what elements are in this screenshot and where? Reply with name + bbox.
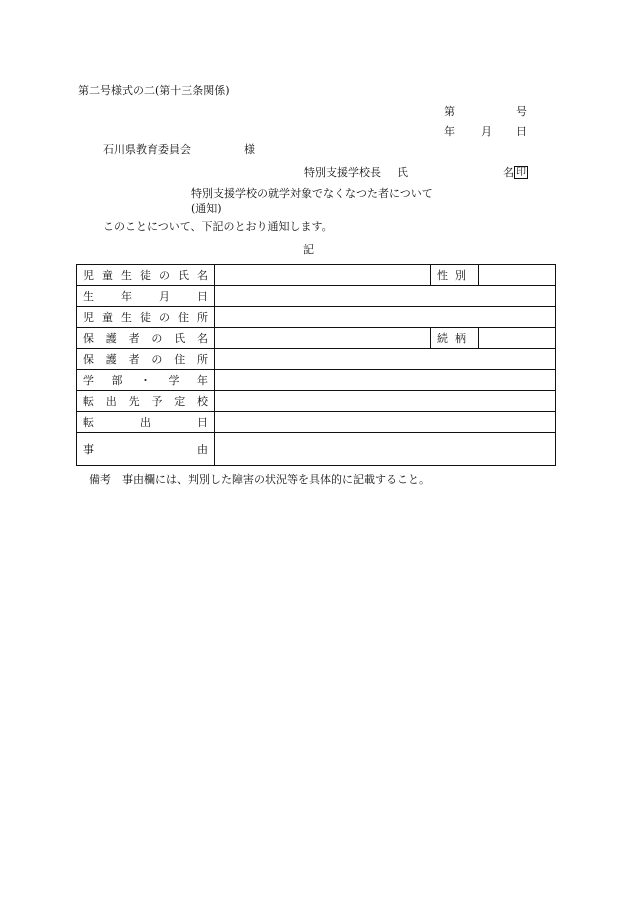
label-student-address xyxy=(77,307,215,328)
label-char: 別 xyxy=(455,269,466,282)
date-day: 日 xyxy=(516,125,527,138)
label-char: 学 xyxy=(83,374,94,387)
ki-heading: 記 xyxy=(303,243,314,256)
sender-name-char-2: 名 xyxy=(503,166,514,179)
number-prefix: 第 xyxy=(444,105,455,118)
label-char: 日 xyxy=(197,416,208,429)
row-4-label xyxy=(83,351,208,367)
label-char: 部 xyxy=(111,374,123,387)
label-char: の xyxy=(151,353,163,366)
seal-label: 印 xyxy=(516,167,526,178)
table-row xyxy=(77,433,556,466)
label-char: 所 xyxy=(197,311,208,324)
value-transfer-school[interactable] xyxy=(215,391,556,412)
label-char: 先 xyxy=(128,395,140,408)
label-char: 護 xyxy=(105,353,117,366)
sender-name-char-1: 氏 xyxy=(397,166,408,179)
label-student-name xyxy=(77,265,215,286)
label-char: 予 xyxy=(151,395,163,408)
subject-line-2: (通知) xyxy=(191,202,222,215)
label-char: 続 xyxy=(437,332,448,345)
label-char: 年 xyxy=(121,290,132,303)
value-transfer-date[interactable] xyxy=(215,412,556,433)
value-department-grade[interactable] xyxy=(215,370,556,391)
label-char: 転 xyxy=(83,416,94,429)
label-char: 柄 xyxy=(455,332,466,345)
label-char: 学 xyxy=(168,374,180,387)
label-char: 由 xyxy=(197,443,208,456)
row-3-label xyxy=(83,330,208,346)
label-char: 生 xyxy=(121,269,132,282)
label-char: 護 xyxy=(105,332,117,345)
date-year: 年 xyxy=(444,125,455,138)
form-title: 第二号様式の二(第十三条関係) xyxy=(78,84,230,97)
label-char: の xyxy=(159,269,170,282)
label-department-grade xyxy=(77,370,215,391)
value-birthdate[interactable] xyxy=(215,286,556,307)
label-char: 氏 xyxy=(174,332,186,345)
label-char: 出 xyxy=(140,416,151,429)
sender-title: 特別支援学校長 xyxy=(304,166,381,179)
student-info-table xyxy=(76,264,556,466)
table-row xyxy=(77,349,556,370)
label-char: の xyxy=(151,332,163,345)
table-row xyxy=(77,265,556,286)
subject-line-1: 特別支援学校の就学対象でなくなつた者について xyxy=(191,187,433,200)
row-6-label xyxy=(83,393,208,409)
label-char: 者 xyxy=(128,353,140,366)
addressee-name: 石川県教育委員会 xyxy=(103,143,191,156)
label-birthdate xyxy=(77,286,215,307)
label-char: 児 xyxy=(83,269,94,282)
label-char: 保 xyxy=(83,332,94,345)
value-sex[interactable] xyxy=(479,265,556,286)
seal-mark xyxy=(514,166,528,179)
table-row xyxy=(77,412,556,433)
label-reason xyxy=(77,433,215,466)
value-student-address[interactable] xyxy=(215,307,556,328)
label-transfer-date xyxy=(77,412,215,433)
note: 備考 事由欄には、判別した障害の状況等を具体的に記載すること。 xyxy=(89,473,430,486)
table-row xyxy=(77,328,556,349)
label-char: 生 xyxy=(121,311,132,324)
label-char: ・ xyxy=(140,374,151,387)
value-guardian-address[interactable] xyxy=(215,349,556,370)
value-guardian-name[interactable] xyxy=(215,328,431,349)
label-relationship xyxy=(431,328,479,349)
label-transfer-school xyxy=(77,391,215,412)
label-char: 所 xyxy=(196,353,208,366)
label-char: 童 xyxy=(102,269,113,282)
label-char: 徒 xyxy=(140,269,151,282)
table-row xyxy=(77,391,556,412)
label-char: 徒 xyxy=(140,311,151,324)
label-sex xyxy=(431,265,479,286)
row-5-label xyxy=(83,372,208,388)
label-char: 生 xyxy=(83,290,94,303)
value-student-name[interactable] xyxy=(215,265,431,286)
label-char: 児 xyxy=(83,311,94,324)
table-row xyxy=(77,307,556,328)
value-reason[interactable] xyxy=(215,433,556,466)
addressee-honorific: 様 xyxy=(244,143,255,156)
table-row xyxy=(77,370,556,391)
label-char: 定 xyxy=(174,395,186,408)
value-relationship[interactable] xyxy=(479,328,556,349)
label-char: 校 xyxy=(196,395,208,408)
label-char: 氏 xyxy=(178,269,189,282)
body-text: このことについて、下記のとおり通知します。 xyxy=(103,220,333,233)
label-char: 者 xyxy=(128,332,140,345)
label-char: 出 xyxy=(105,395,117,408)
table-row xyxy=(77,286,556,307)
label-char: 童 xyxy=(102,311,113,324)
label-char: 転 xyxy=(83,395,94,408)
row-8-label xyxy=(83,441,208,457)
row-2-label xyxy=(83,309,208,325)
label-char: 名 xyxy=(196,332,208,345)
label-char: 住 xyxy=(178,311,189,324)
number-suffix: 号 xyxy=(516,105,527,118)
row-7-label xyxy=(83,414,208,430)
label-char: 年 xyxy=(197,374,208,387)
row-0-label xyxy=(83,267,208,283)
label-guardian-name xyxy=(77,328,215,349)
date-month: 月 xyxy=(481,125,492,138)
label-char: 住 xyxy=(174,353,186,366)
row-1-label xyxy=(83,288,208,304)
label-char: の xyxy=(159,311,170,324)
label-char: 名 xyxy=(197,269,208,282)
label-guardian-address xyxy=(77,349,215,370)
label-char: 性 xyxy=(437,269,448,282)
label-char: 日 xyxy=(197,290,208,303)
label-char: 月 xyxy=(159,290,170,303)
label-char: 保 xyxy=(83,353,94,366)
label-char: 事 xyxy=(83,443,94,456)
